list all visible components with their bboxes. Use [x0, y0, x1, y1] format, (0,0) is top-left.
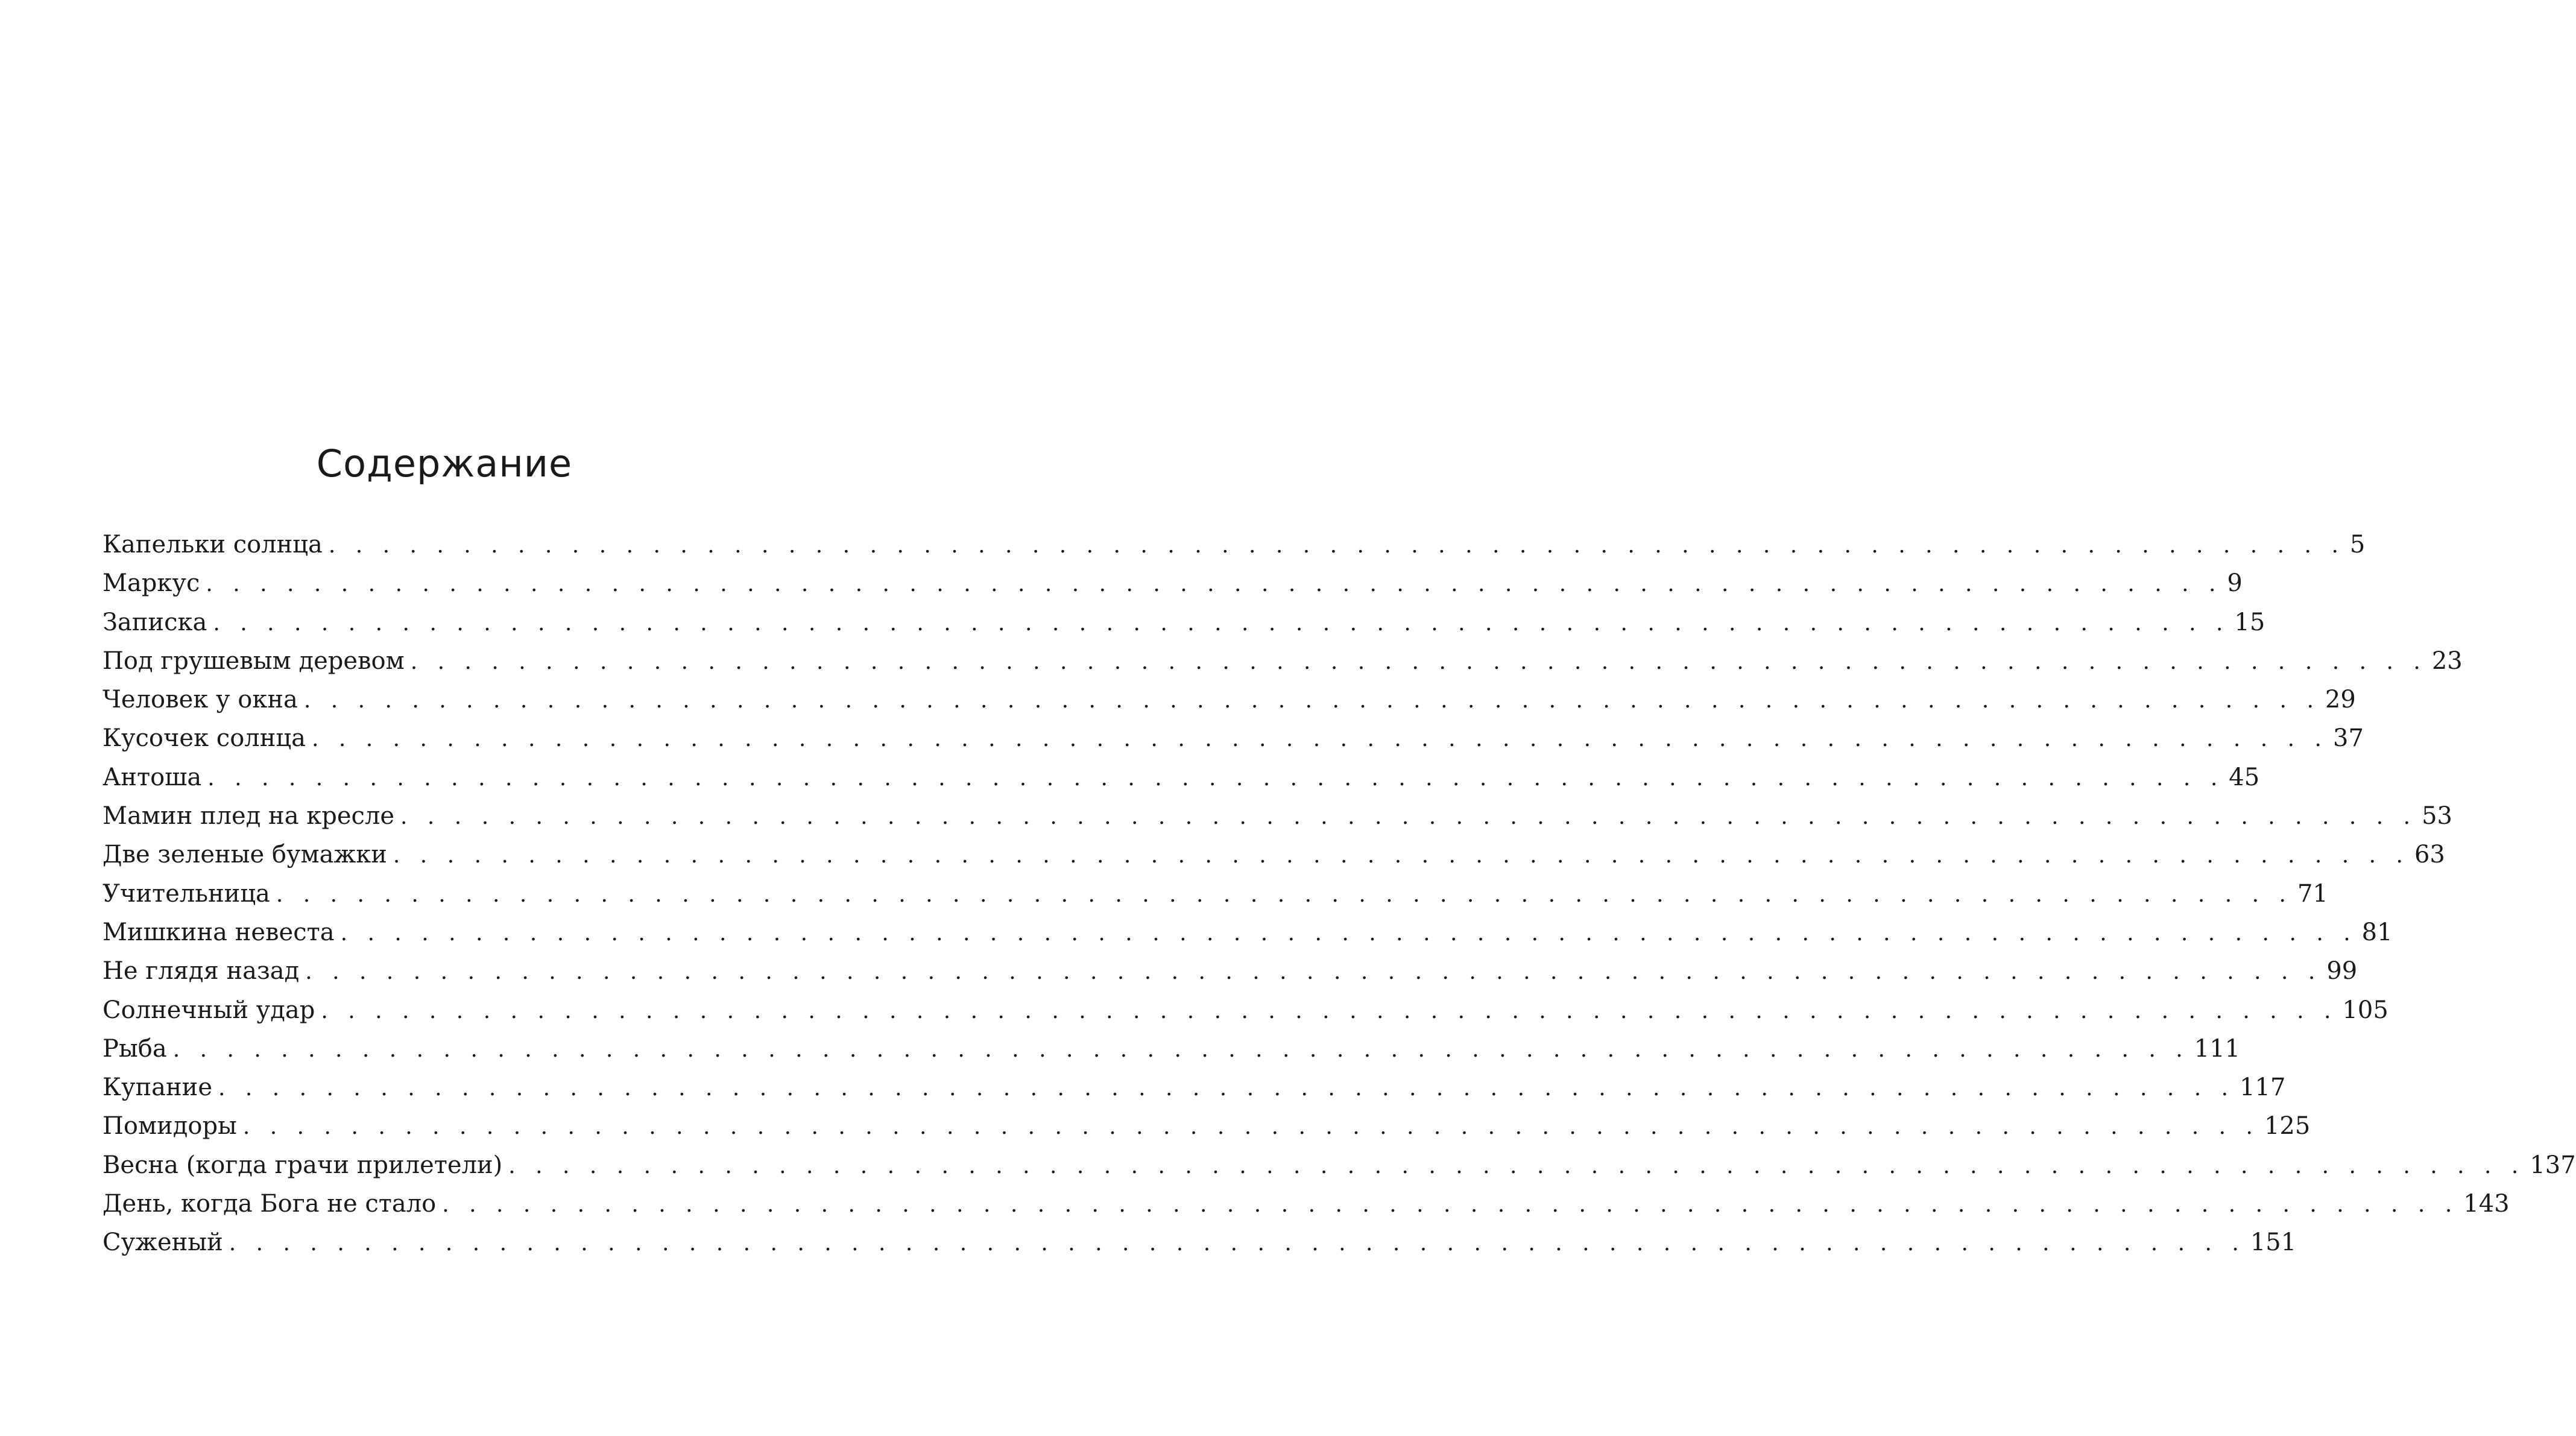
toc-entry: [103, 525, 2366, 564]
toc-entry-page: 105: [2342, 996, 2388, 1024]
toc-entry-page: 53: [2422, 802, 2452, 830]
toc-entry: [103, 1146, 2576, 1185]
toc-entry: [103, 991, 2388, 1030]
toc-leader-dots: . . . . . . . . . . . . . . . . . . . . . . . . . . . . . . . . . . . . . . . . . . . . . . . . . . . . . . . . . . . . . . . . . . . . . . . . . . .: [328, 533, 2345, 558]
toc-entry: [103, 642, 2463, 680]
toc-leader-dots: . . . . . . . . . . . . . . . . . . . . . . . . . . . . . . . . . . . . . . . . . . . . . . . . . . . . . . . . . . . . . . . . . . . . . . . . . . .: [311, 727, 2328, 752]
toc-entry: [103, 1030, 2241, 1068]
toc-entry-page: 151: [2250, 1229, 2297, 1257]
toc-leader-dots: . . . . . . . . . . . . . . . . . . . . . . . . . . . . . . . . . . . . . . . . . . . . . . . . . . . . . . . . . . . . . . . . . . . . . . . . . . .: [303, 688, 2320, 713]
toc-leader-dots: . . . . . . . . . . . . . . . . . . . . . . . . . . . . . . . . . . . . . . . . . . . . . . . . . . . . . . . . . . . . . . . . . . . . . . . . . . .: [400, 805, 2417, 830]
toc-entry-page: 117: [2240, 1074, 2286, 1102]
toc-entry-title: Человек у окна: [103, 686, 298, 714]
toc-leader-dots: . . . . . . . . . . . . . . . . . . . . . . . . . . . . . . . . . . . . . . . . . . . . . . . . . . . . . . . . . . . . . . . . . . . . . . . . . . .: [508, 1153, 2525, 1178]
toc-leader-dots: . . . . . . . . . . . . . . . . . . . . . . . . . . . . . . . . . . . . . . . . . . . . . . . . . . . . . . . . . . . . . . . . . . . . . . . . . . .: [276, 882, 2293, 907]
toc-leader-dots: . . . . . . . . . . . . . . . . . . . . . . . . . . . . . . . . . . . . . . . . . . . . . . . . . . . . . . . . . . . . . . . . . . . . . . . . . . .: [393, 843, 2410, 868]
toc-entry-title: Антоша: [103, 763, 202, 791]
table-of-contents: [103, 525, 2576, 1262]
page-title: Содержание: [316, 441, 573, 486]
toc-leader-dots: . . . . . . . . . . . . . . . . . . . . . . . . . . . . . . . . . . . . . . . . . . . . . . . . . . . . . . . . . . . . . . . . . . . . . . . . . . .: [242, 1115, 2259, 1140]
toc-entry-title: Две зеленые бумажки: [103, 841, 387, 869]
toc-entry-title: Весна (когда грачи прилетели): [103, 1151, 503, 1179]
toc-leader-dots: . . . . . . . . . . . . . . . . . . . . . . . . . . . . . . . . . . . . . . . . . . . . . . . . . . . . . . . . . . . . . . . . . . . . . . . . . . .: [321, 998, 2338, 1023]
toc-entry-title: Учительница: [103, 879, 270, 908]
toc-entry-page: 9: [2227, 569, 2243, 598]
toc-entry-title: Суженый: [103, 1229, 223, 1257]
toc-entry: [103, 680, 2356, 719]
toc-leader-dots: . . . . . . . . . . . . . . . . . . . . . . . . . . . . . . . . . . . . . . . . . . . . . . . . . . . . . . . . . . . . . . . . . . . . . . . . . . .: [218, 1076, 2235, 1101]
toc-entry-title: Рыба: [103, 1034, 167, 1063]
toc-leader-dots: . . . . . . . . . . . . . . . . . . . . . . . . . . . . . . . . . . . . . . . . . . . . . . . . . . . . . . . . . . . . . . . . . . . . . . . . . . .: [340, 920, 2357, 946]
toc-entry-page: 125: [2264, 1112, 2311, 1140]
toc-entry-page: 45: [2229, 763, 2260, 791]
toc-leader-dots: . . . . . . . . . . . . . . . . . . . . . . . . . . . . . . . . . . . . . . . . . . . . . . . . . . . . . . . . . . . . . . . . . . . . . . . . . . .: [305, 960, 2322, 985]
toc-entry-title: Мамин плед на кресле: [103, 802, 395, 830]
toc-entry-title: Под грушевым деревом: [103, 647, 405, 675]
toc-leader-dots: . . . . . . . . . . . . . . . . . . . . . . . . . . . . . . . . . . . . . . . . . . . . . . . . . . . . . . . . . . . . . . . . . . . . . . . . . . .: [442, 1192, 2459, 1218]
toc-entry-page: 63: [2414, 841, 2445, 869]
toc-entry-page: 15: [2234, 608, 2265, 636]
toc-entry: [103, 797, 2452, 835]
toc-entry-title: Маркус: [103, 569, 200, 598]
toc-entry-page: 29: [2325, 686, 2356, 714]
toc-leader-dots: . . . . . . . . . . . . . . . . . . . . . . . . . . . . . . . . . . . . . . . . . . . . . . . . . . . . . . . . . . . . . . . . . . . . . . . . . . .: [207, 765, 2224, 791]
toc-entry: [103, 1107, 2311, 1145]
toc-entry-page: 71: [2297, 879, 2328, 908]
toc-entry-page: 111: [2194, 1034, 2241, 1063]
toc-entry-page: 5: [2349, 531, 2366, 558]
toc-entry-page: 99: [2326, 957, 2358, 985]
toc-entry: [103, 564, 2243, 603]
toc-entry: [103, 835, 2445, 874]
toc-entry: [103, 1223, 2297, 1262]
toc-entry: [103, 603, 2265, 642]
toc-entry-title: Не глядя назад: [103, 957, 300, 985]
toc-entry-title: Капельки солнца: [103, 531, 323, 558]
toc-entry: [103, 719, 2364, 758]
toc-entry-page: 137: [2530, 1151, 2576, 1179]
toc-entry-title: Записка: [103, 608, 207, 636]
toc-entry-page: 37: [2333, 724, 2364, 753]
toc-leader-dots: . . . . . . . . . . . . . . . . . . . . . . . . . . . . . . . . . . . . . . . . . . . . . . . . . . . . . . . . . . . . . . . . . . . . . . . . . . .: [410, 649, 2427, 674]
toc-entry-title: Помидоры: [103, 1112, 237, 1140]
toc-entry-title: Купание: [103, 1074, 212, 1102]
toc-leader-dots: . . . . . . . . . . . . . . . . . . . . . . . . . . . . . . . . . . . . . . . . . . . . . . . . . . . . . . . . . . . . . . . . . . . . . . . . . . .: [213, 610, 2230, 636]
toc-entry: [103, 913, 2393, 952]
toc-entry-title: Мишкина невеста: [103, 918, 335, 946]
toc-entry: [103, 758, 2260, 797]
toc-entry-page: 143: [2463, 1190, 2510, 1218]
toc-entry: [103, 952, 2358, 990]
toc-entry-title: День, когда Бога не стало: [103, 1190, 437, 1218]
toc-leader-dots: . . . . . . . . . . . . . . . . . . . . . . . . . . . . . . . . . . . . . . . . . . . . . . . . . . . . . . . . . . . . . . . . . . . . . . . . . . .: [229, 1231, 2246, 1256]
toc-entry: [103, 1068, 2286, 1107]
toc-entry: [103, 1185, 2510, 1223]
toc-entry-title: Кусочек солнца: [103, 724, 306, 753]
toc-leader-dots: . . . . . . . . . . . . . . . . . . . . . . . . . . . . . . . . . . . . . . . . . . . . . . . . . . . . . . . . . . . . . . . . . . . . . . . . . . .: [206, 572, 2223, 597]
toc-entry: [103, 875, 2328, 913]
toc-leader-dots: . . . . . . . . . . . . . . . . . . . . . . . . . . . . . . . . . . . . . . . . . . . . . . . . . . . . . . . . . . . . . . . . . . . . . . . . . . .: [172, 1037, 2189, 1062]
toc-entry-page: 81: [2361, 918, 2393, 946]
toc-entry-page: 23: [2431, 647, 2463, 675]
toc-entry-title: Солнечный удар: [103, 996, 315, 1024]
